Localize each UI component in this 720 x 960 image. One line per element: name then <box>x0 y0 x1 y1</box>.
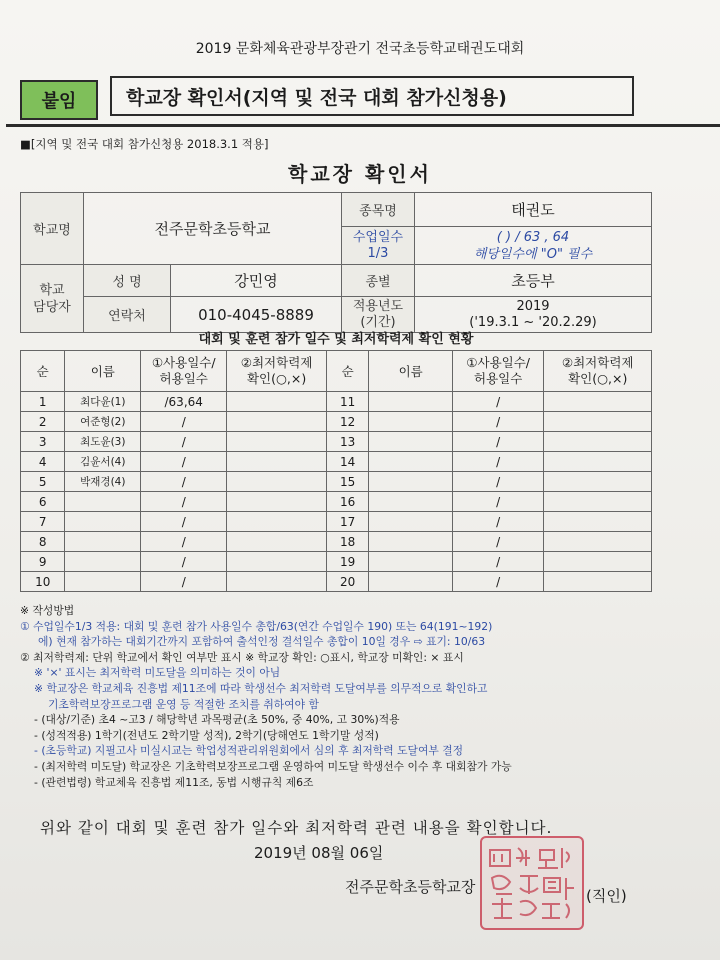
contact-label-line1: 학교 <box>39 282 65 298</box>
roster-title: 대회 및 훈련 참가 일수 및 최저학력제 확인 현황 <box>198 332 474 347</box>
row-no: 15 <box>326 472 368 492</box>
row-no: 13 <box>326 432 368 452</box>
row-name: 김윤서(4) <box>65 452 141 472</box>
row-days: / <box>141 492 227 512</box>
row-academic <box>227 472 327 492</box>
row-name <box>369 452 453 472</box>
row-no: 17 <box>326 512 368 532</box>
note-8: - (최저학력 미도달) 학교장은 기초학력보장프로그램 운영하여 미도달 학생선수 이수 후 대회참가 가능 <box>34 759 512 773</box>
row-name <box>369 572 453 592</box>
contact-label-line2: 담당자 <box>33 299 71 315</box>
row-academic <box>227 572 327 592</box>
row-name <box>369 472 453 492</box>
name-label: 성 명 <box>84 265 171 297</box>
row-academic <box>544 392 652 412</box>
row-academic <box>544 452 652 472</box>
row-days: / <box>452 412 543 432</box>
table-row <box>21 412 652 432</box>
row-academic <box>544 512 652 532</box>
row-name <box>369 432 453 452</box>
note-9: - (관련법령) 학교체육 진흥법 제11조, 동법 시행규칙 제6조 <box>34 775 314 789</box>
event-title: 2019 문화체육관광부장관기 전국초등학교태권도대회 <box>195 41 525 57</box>
year-label-line2: (기간) <box>360 314 396 330</box>
row-name <box>65 552 141 572</box>
header-academic-left <box>227 351 327 392</box>
row-name <box>369 412 453 432</box>
row-no: 9 <box>21 552 65 572</box>
signed-date: 2019년 08월 06일 <box>254 844 384 862</box>
row-no: 12 <box>326 412 368 432</box>
row-academic <box>544 432 652 452</box>
row-no: 1 <box>21 392 65 412</box>
header-academic-line2: 확인(○,×) <box>568 371 628 386</box>
row-days: / <box>141 512 227 532</box>
table-row <box>21 572 652 592</box>
row-name: 여준형(2) <box>65 412 141 432</box>
row-academic <box>544 552 652 572</box>
row-no: 8 <box>21 532 65 552</box>
name-value: 강민영 <box>171 265 342 297</box>
row-days: / <box>141 532 227 552</box>
year-value-line2: ('19.3.1 ~ '20.2.29) <box>469 314 597 330</box>
row-academic <box>227 432 327 452</box>
school-info-table <box>20 192 652 333</box>
row-days: / <box>452 452 543 472</box>
sport-label: 종목명 <box>342 193 415 227</box>
seal-label: (직인) <box>586 887 627 905</box>
header-no-left: 순 <box>21 351 65 392</box>
row-academic <box>227 392 327 412</box>
row-no: 11 <box>326 392 368 412</box>
note-5: - (대상/기준) 초4 ~고3 / 해당학년 과목평균(초 50%, 중 40%, 고 30%)적용 <box>34 713 400 727</box>
days-label-line1: 수업일수 <box>352 229 404 245</box>
phone-label: 연락처 <box>84 297 171 333</box>
row-name <box>369 492 453 512</box>
table-row <box>21 432 652 452</box>
note-7: - (초등학교) 지필고사 미실시교는 학업성적관리위원회에서 심의 후 최저학력 도달여부 결정 <box>34 744 464 758</box>
row-academic <box>227 532 327 552</box>
row-days: / <box>452 552 543 572</box>
row-no: 2 <box>21 412 65 432</box>
table-row <box>21 392 652 412</box>
row-days: / <box>452 392 543 412</box>
school-signature: 전주문학초등학교장 <box>345 878 476 896</box>
row-name <box>369 392 453 412</box>
row-name: 최도윤(3) <box>65 432 141 452</box>
header-academic-line1: ②최저학력제 <box>240 355 313 370</box>
row-no: 3 <box>21 432 65 452</box>
table-row <box>21 452 652 472</box>
notes-heading: ※ 작성방법 <box>20 604 75 617</box>
divider <box>6 124 720 127</box>
row-days: / <box>452 492 543 512</box>
row-no: 19 <box>326 552 368 572</box>
table-row <box>21 472 652 492</box>
header-days-line2: 허용일수 <box>474 371 523 386</box>
contact-label <box>21 265 84 333</box>
row-no: 7 <box>21 512 65 532</box>
header-days-line1: ①사용일수/ <box>151 355 216 370</box>
row-days: /63,64 <box>141 392 227 412</box>
row-name: 박재경(4) <box>65 472 141 492</box>
header-days-left <box>141 351 227 392</box>
row-days: / <box>141 452 227 472</box>
row-academic <box>544 472 652 492</box>
note-6: - (성적적용) 1학기(전년도 2학기말 성적), 2학기(당해연도 1학기말 성적) <box>34 728 379 742</box>
row-days: / <box>141 432 227 452</box>
row-academic <box>227 412 327 432</box>
row-days: / <box>141 552 227 572</box>
page-title: 학교장 확인서 <box>288 162 432 186</box>
row-name: 최다윤(1) <box>65 392 141 412</box>
row-no: 10 <box>21 572 65 592</box>
note-1b: 에) 현재 참가하는 대회기간까지 포함하여 출석인정 결석일수 총합이 10일 경우 ⇨ 표기: 10/63 <box>38 635 486 649</box>
row-days: / <box>452 532 543 552</box>
row-days: / <box>452 472 543 492</box>
row-name <box>65 532 141 552</box>
row-no: 5 <box>21 472 65 492</box>
row-no: 20 <box>326 572 368 592</box>
header-name-left: 이름 <box>65 351 141 392</box>
row-academic <box>544 492 652 512</box>
header-academic-line2: 확인(○,×) <box>246 371 307 386</box>
row-days: / <box>141 572 227 592</box>
form-subnote: ■[지역 및 전국 대회 참가신청용 2018.3.1 적용] <box>20 137 269 151</box>
row-no: 16 <box>326 492 368 512</box>
row-academic <box>227 492 327 512</box>
confirmation-statement: 위와 같이 대회 및 훈련 참가 일수와 최저학력 관련 내용을 확인합니다. <box>40 819 553 837</box>
seal-stamp-icon <box>482 838 582 928</box>
year-label-line1: 적용년도 <box>352 298 404 314</box>
note-1a: ① 수업일수1/3 적용: 대회 및 훈련 참가 사용일수 총합/63(연간 수업일수 190) 또는 64(191~192) <box>20 619 493 633</box>
days-value-line: ( ) / 63 , 64 <box>496 229 570 245</box>
row-academic <box>544 532 652 552</box>
school-value: 전주문학초등학교 <box>84 193 342 265</box>
row-no: 6 <box>21 492 65 512</box>
official-seal <box>480 836 584 930</box>
days-label <box>342 227 415 265</box>
phone-value: 010-4045-8889 <box>171 297 342 333</box>
row-academic <box>227 452 327 472</box>
table-row <box>21 512 652 532</box>
row-days: / <box>452 512 543 532</box>
row-name <box>65 512 141 532</box>
attachment-badge: 붙임 <box>20 80 98 120</box>
school-label: 학교명 <box>21 193 84 265</box>
instructions <box>20 603 680 790</box>
doc-heading: 학교장 확인서(지역 및 전국 대회 참가신청용) <box>110 76 634 116</box>
row-academic <box>544 412 652 432</box>
row-name <box>65 492 141 512</box>
note-4a: ※ 학교장은 학교체육 진흥법 제11조에 따라 학생선수 최저학력 도달여부를 의무적으로 확인하고 <box>34 681 488 695</box>
note-4b: 기초학력보장프로그램 운영 등 적절한 조치를 취하여야 함 <box>48 697 319 711</box>
header-academic-right <box>544 351 652 392</box>
table-row <box>21 552 652 572</box>
row-days: / <box>141 412 227 432</box>
note-3: ※ '×' 표시는 최저학력 미도달을 의미하는 것이 아님 <box>34 666 281 680</box>
table-row <box>21 532 652 552</box>
table-row <box>21 492 652 512</box>
roster-table <box>20 350 652 592</box>
row-name <box>369 512 453 532</box>
header-days-line2: 허용일수 <box>159 371 208 386</box>
row-academic <box>227 512 327 532</box>
row-no: 14 <box>326 452 368 472</box>
header-name-right: 이름 <box>369 351 453 392</box>
division-label: 종별 <box>342 265 415 297</box>
row-days: / <box>452 432 543 452</box>
note-2: ② 최저학력제: 단위 학교에서 확인 여부만 표시 ※ 학교장 확인: ○표시, 학교장 미확인: × 표시 <box>20 650 464 664</box>
header-days-right <box>452 351 543 392</box>
row-no: 4 <box>21 452 65 472</box>
header-no-right: 순 <box>326 351 368 392</box>
row-no: 18 <box>326 532 368 552</box>
days-value <box>415 227 652 265</box>
row-academic <box>544 572 652 592</box>
header-days-line1: ①사용일수/ <box>466 355 531 370</box>
year-value-line1: 2019 <box>516 298 550 314</box>
sport-value: 태권도 <box>415 193 652 227</box>
division-value: 초등부 <box>415 265 652 297</box>
row-name <box>65 572 141 592</box>
row-academic <box>227 552 327 572</box>
header-academic-line1: ②최저학력제 <box>561 355 634 370</box>
days-note: 해당일수에 "O" 필수 <box>473 246 593 262</box>
row-days: / <box>452 572 543 592</box>
row-days: / <box>141 472 227 492</box>
days-label-line2: 1/3 <box>367 245 389 261</box>
row-name <box>369 532 453 552</box>
row-name <box>369 552 453 572</box>
